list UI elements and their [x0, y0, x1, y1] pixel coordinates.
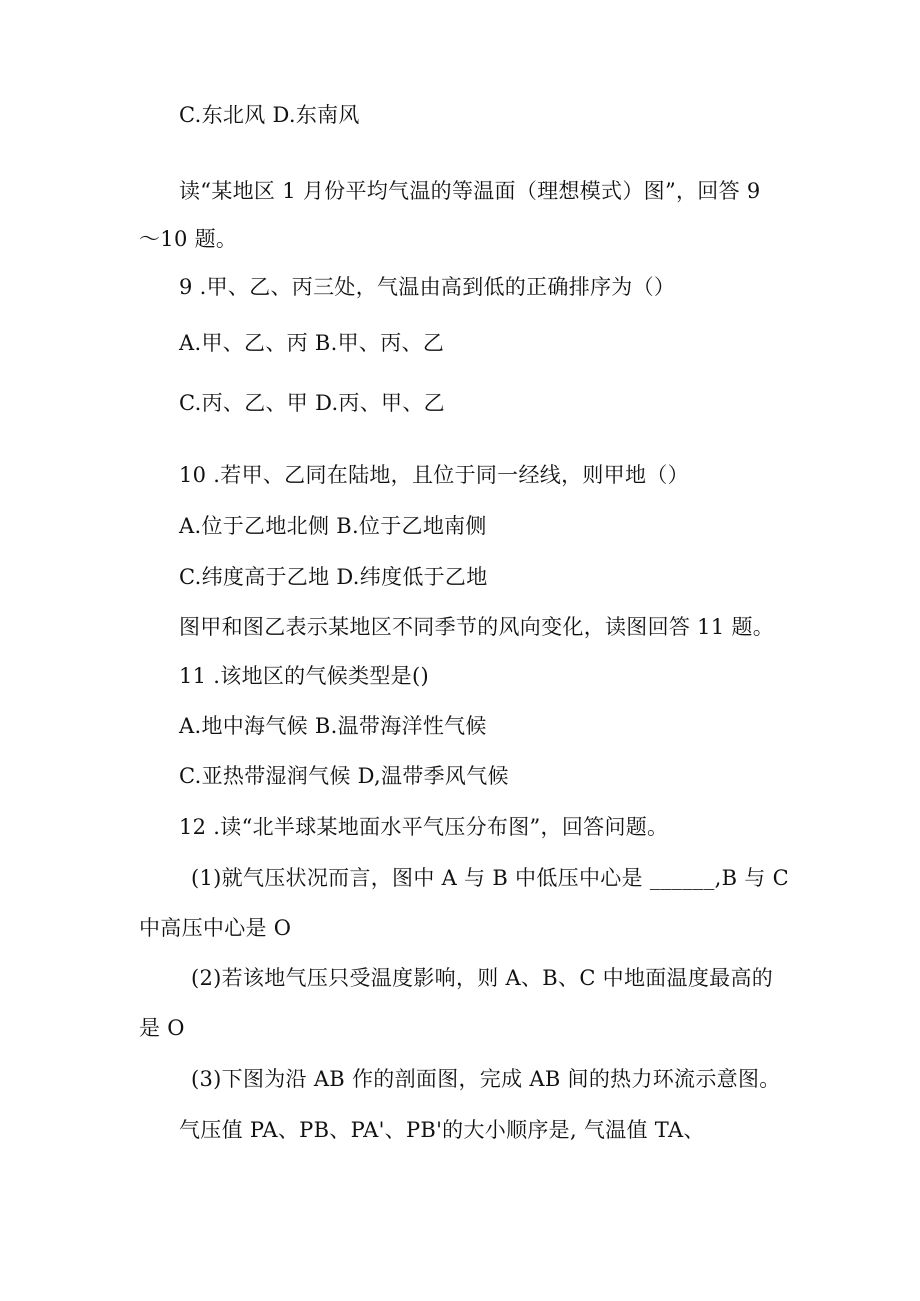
- question-10: 10 .若甲、乙同在陆地，且位于同一经线，则甲地（）: [179, 463, 689, 487]
- question-12: 12 .读“北半球某地面水平气压分布图”，回答问题。: [179, 815, 669, 839]
- question-9: 9 .甲、乙、丙三处，气温由高到低的正确排序为（）: [179, 275, 676, 299]
- answer-options: C.丙、乙、甲 D.丙、甲、乙: [179, 391, 445, 415]
- answer-options: A.甲、乙、丙 B.甲、丙、乙: [179, 331, 445, 355]
- answer-options: C.纬度高于乙地 D.纬度低于乙地: [179, 565, 488, 589]
- question-11: 11 .该地区的气候类型是(): [179, 664, 429, 688]
- sub-question-1: (1)就气压状况而言，图中 A 与 B 中低压中心是 ______,B 与 C: [191, 866, 789, 890]
- answer-options: A.地中海气候 B.温带海洋性气候: [179, 714, 487, 738]
- text-line: 中高压中心是 O: [139, 916, 292, 940]
- answer-options: A.位于乙地北侧 B.位于乙地南侧: [179, 514, 487, 538]
- text-line: 读“某地区 1 月份平均气温的等温面（理想模式）图”，回答 9: [179, 179, 761, 203]
- sub-question-2: (2)若该地气压只受温度影响，则 A、B、C 中地面温度最高的: [191, 966, 774, 990]
- text-line: 是 O: [139, 1016, 185, 1040]
- text-line: 气压值 PA、PB、PA'、PB'的大小顺序是, 气温值 TA、: [179, 1118, 705, 1142]
- text-line: C.东北风 D.东南风: [179, 103, 360, 127]
- answer-options: C.亚热带湿润气候 D,温带季风气候: [179, 764, 509, 788]
- sub-question-3: (3)下图为沿 AB 作的剖面图，完成 AB 间的热力环流示意图。: [191, 1067, 781, 1091]
- text-line: 图甲和图乙表示某地区不同季节的风向变化，读图回答 11 题。: [179, 615, 775, 639]
- text-line: ～10 题。: [139, 227, 238, 251]
